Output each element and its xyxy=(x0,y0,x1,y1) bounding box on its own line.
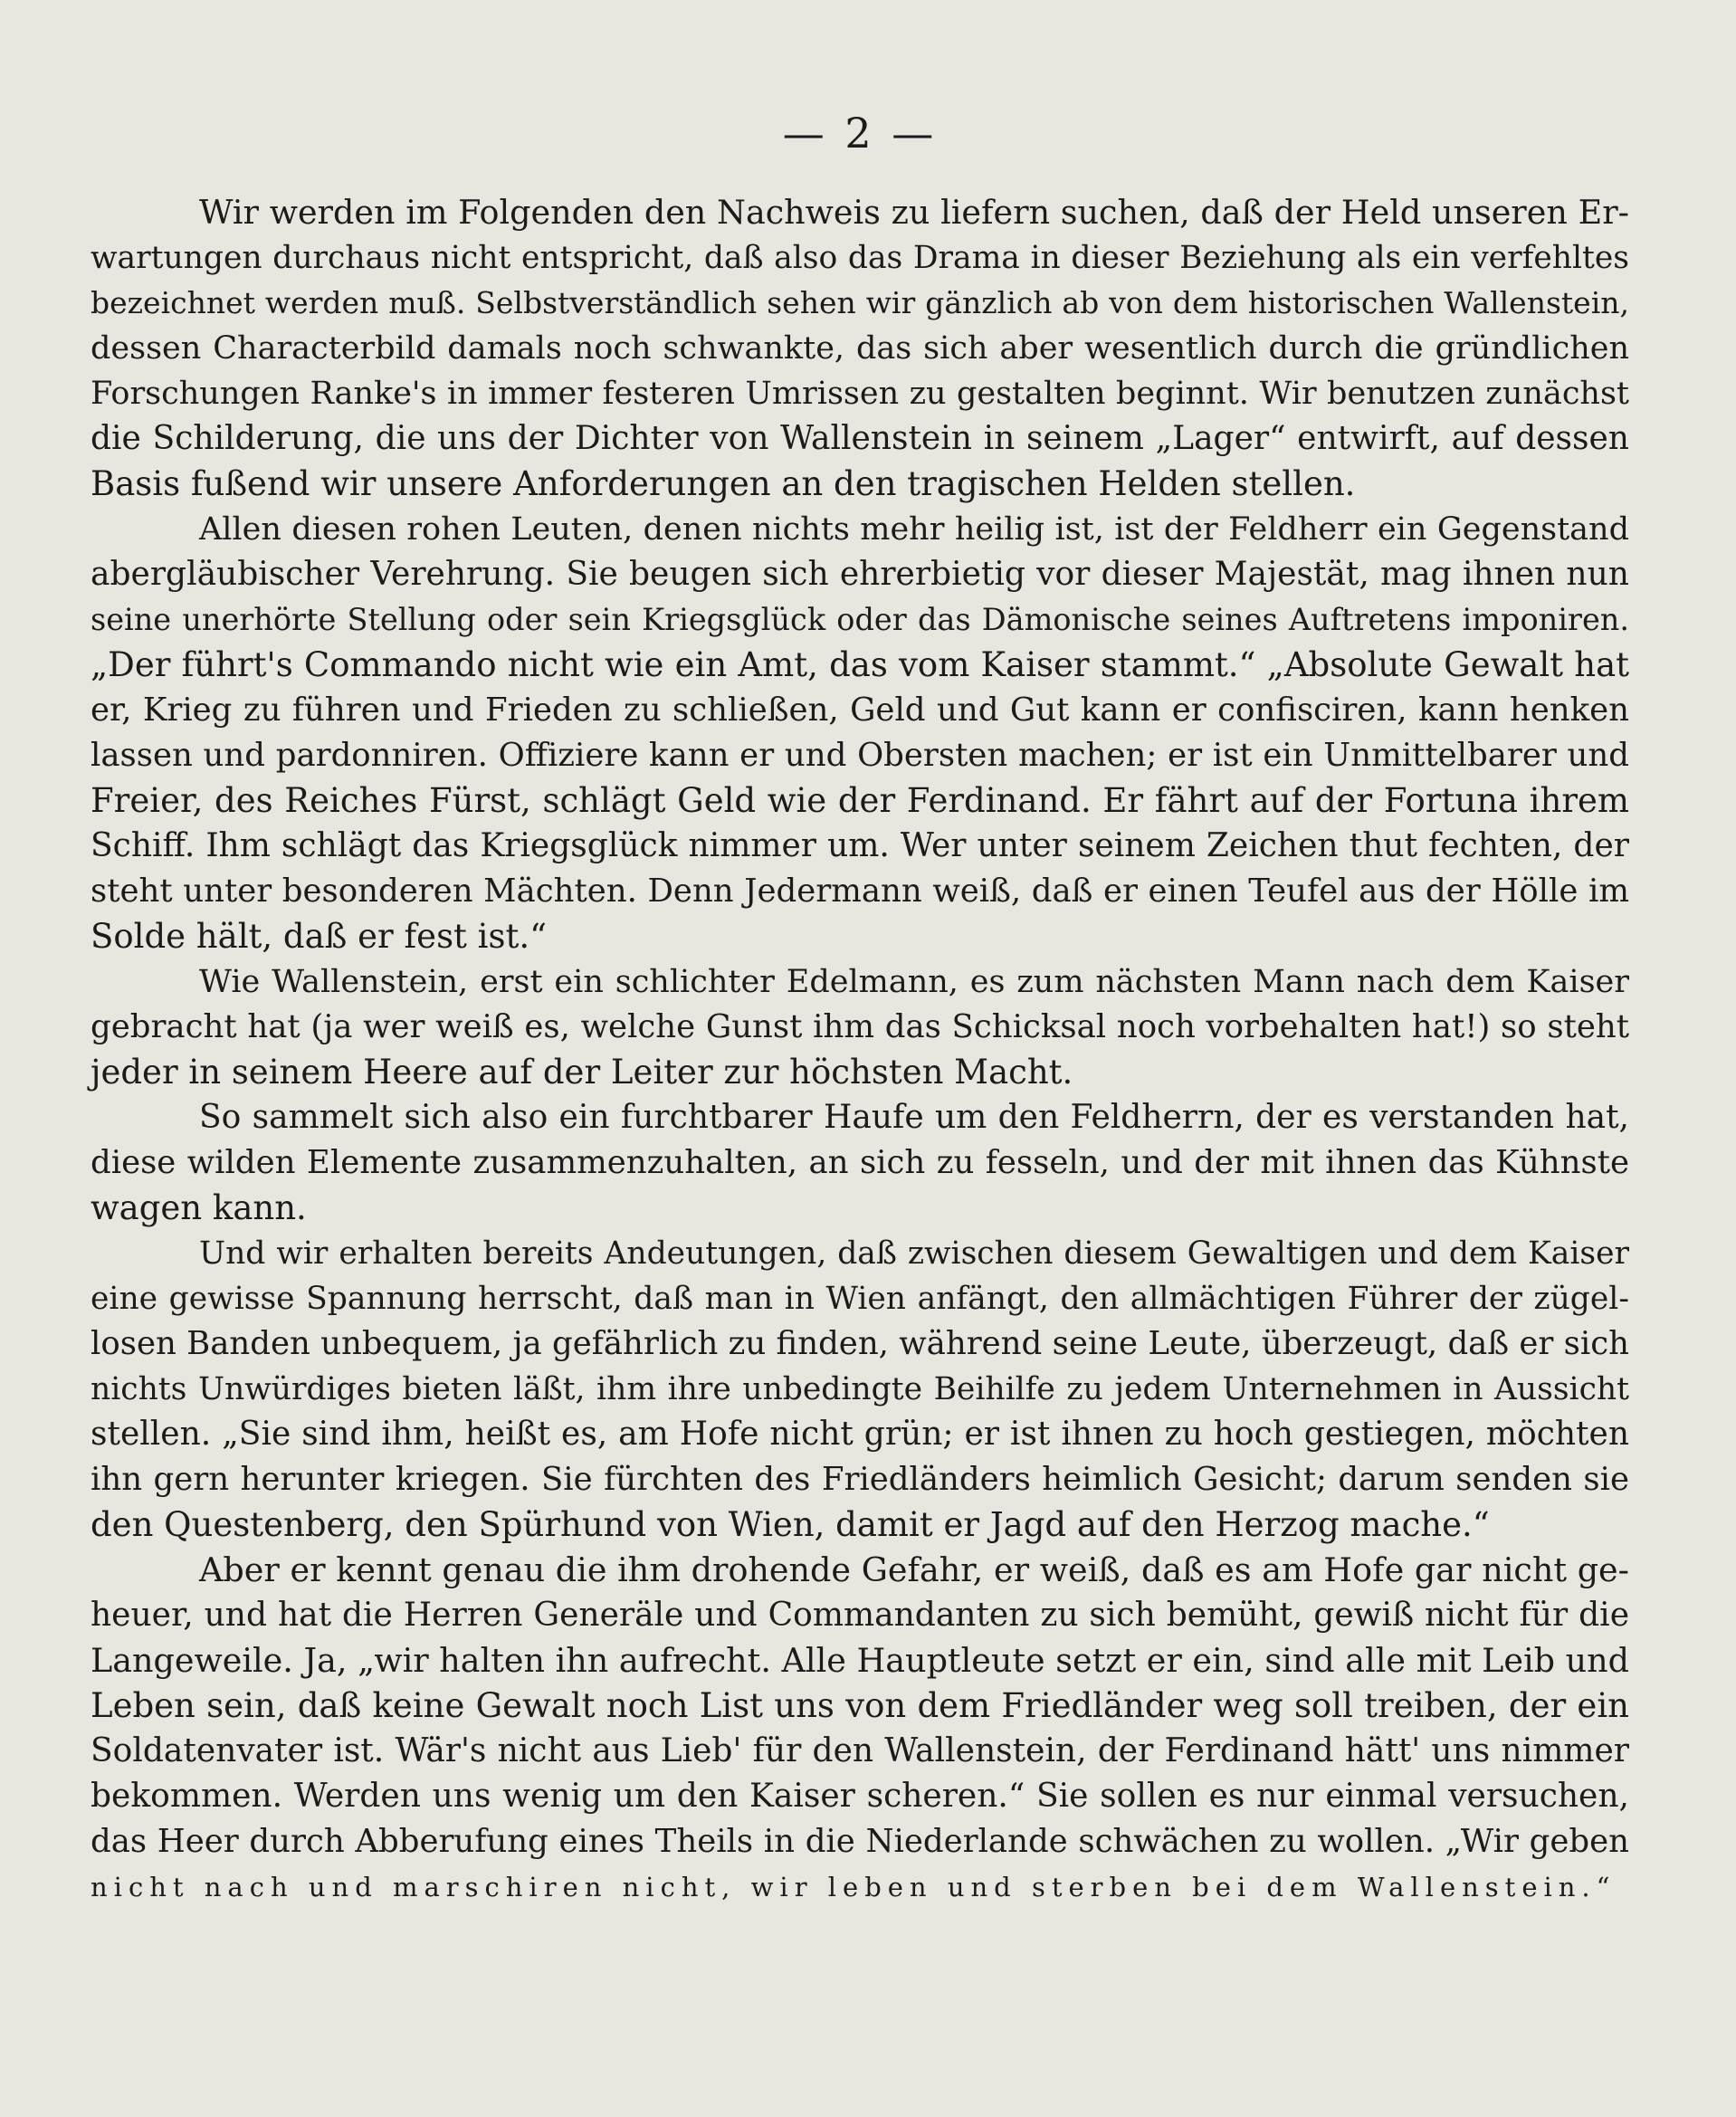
text-line: So sammelt sich also ein furchtbarer Haufe um den Feldherrn, der es verstanden hat, xyxy=(199,1099,1629,1136)
text-line: Schiff. Ihm schlägt das Kriegsglück nimmer um. Wer unter seinem Zeichen thut fechten, der xyxy=(91,827,1629,864)
paragraph-2 xyxy=(91,507,1629,959)
text-line: Allen diesen rohen Leuten, denen nichts mehr heilig ist, ist der Feldherr ein Gegenstand xyxy=(199,511,1629,548)
text-line: lassen und pardonniren. Offiziere kann er und Obersten machen; er ist ein Unmittelbarer und xyxy=(91,737,1629,774)
text-line: Freier, des Reiches Fürst, schlägt Geld wie der Ferdinand. Er fährt auf der Fortuna ihrem xyxy=(91,781,1629,820)
text-line: stellen. „Sie sind ihm, heißt es, am Hofe nicht grün; er ist ihnen zu hoch gestiegen, möchten xyxy=(91,1416,1629,1453)
paragraph-3 xyxy=(91,959,1629,1095)
text-line: die Schilderung, die uns der Dichter von Wallenstein in seinem „Lager“ entwirft, auf dessen xyxy=(91,420,1629,457)
text-line: nichts Unwürdiges bieten läßt, ihm ihre unbedingte Beihilfe zu jedem Unternehmen in Aussicht xyxy=(91,1371,1629,1407)
text-line: losen Banden unbequem, ja gefährlich zu finden, während seine Leute, überzeugt, daß er sich xyxy=(91,1325,1629,1362)
text-line: den Questenberg, den Spürhund von Wien, damit er Jagd auf den Herzog mache.“ xyxy=(91,1505,1490,1544)
text-line: heuer, und hat die Herren Generäle und Commandanten zu sich bemüht, gewiß nicht für die xyxy=(91,1597,1629,1634)
paragraph-5 xyxy=(91,1231,1629,1548)
text-line: Und wir erhalten bereits Andeutungen, daß zwischen diesem Gewaltigen und dem Kaiser xyxy=(199,1235,1629,1272)
text-line: Aber er kennt genau die ihm drohende Gefahr, er weiß, daß es am Hofe gar nicht ge- xyxy=(199,1550,1629,1589)
text-line: abergläubischer Verehrung. Sie beugen sich ehrerbietig vor dieser Majestät, mag ihnen nun xyxy=(91,556,1629,593)
text-line: jeder in seinem Heere auf der Leiter zur höchsten Macht. xyxy=(91,1053,1073,1092)
text-line: wartungen durchaus nicht entspricht, daß also das Drama in dieser Beziehung als ein verfehltes xyxy=(91,240,1629,276)
text-line: Basis fußend wir unsere Anforderungen an den tragischen Helden stellen. xyxy=(91,464,1356,503)
text-line: dessen Characterbild damals noch schwankte, das sich aber wesentlich durch die gründlichen xyxy=(91,330,1629,367)
text-line: diese wilden Elemente zusammenzuhalten, an sich zu fesseln, und der mit ihnen das Kühnste xyxy=(91,1144,1629,1181)
text-line: gebracht hat (ja wer weiß es, welche Gunst ihm das Schicksal noch vorbehalten hat!) so steht xyxy=(91,1008,1629,1045)
text-line: bezeichnet werden muß. Selbstverständlich sehen wir gänzlich ab von dem historischen Wallenstein, xyxy=(91,285,1629,320)
text-line: nicht nach und marschiren nicht, wir leben und sterben bei dem Wallenstein.“ xyxy=(91,1872,1617,1902)
text-line: Langeweile. Ja, „wir halten ihn aufrecht. Alle Hauptleute setzt er ein, sind alle mit Leib und xyxy=(91,1641,1629,1680)
paragraph-4 xyxy=(91,1095,1629,1231)
text-line: Leben sein, daß keine Gewalt noch List uns von dem Friedländer weg soll treiben, der ein xyxy=(91,1686,1629,1725)
text-line: „Der führt's Commando nicht wie ein Amt, das vom Kaiser stammt.“ „Absolute Gewalt hat xyxy=(91,645,1629,684)
text-line: Wir werden im Folgenden den Nachweis zu liefern suchen, daß der Held unseren Er- xyxy=(199,193,1629,232)
text-line: seine unerhörte Stellung oder sein Kriegsglück oder das Dämonische seines Auftretens imponiren. xyxy=(91,602,1629,637)
text-line: bekommen. Werden uns wenig um den Kaiser scheren.“ Sie sollen es nur einmal versuchen, xyxy=(91,1778,1629,1815)
text-line: wagen kann. xyxy=(91,1188,307,1227)
page-number: — 2 — xyxy=(782,109,938,157)
text-line: das Heer durch Abberufung eines Theils in die Niederlande schwächen zu wollen. „Wir geben xyxy=(91,1823,1629,1860)
paragraph-1 xyxy=(91,190,1629,507)
text-line: Forschungen Ranke's in immer festeren Umrissen zu gestalten beginnt. Wir benutzen zunächst xyxy=(91,376,1629,412)
text-line: Soldatenvater ist. Wär's nicht aus Lieb' für den Wallenstein, der Ferdinand hätt' uns nimmer xyxy=(91,1732,1629,1769)
text-line: Solde hält, daß er fest ist.“ xyxy=(91,917,548,956)
text-line: steht unter besonderen Mächten. Denn Jedermann weiß, daß er einen Teufel aus der Hölle im xyxy=(91,873,1629,910)
text-line: er, Krieg zu führen und Frieden zu schließen, Geld und Gut kann er confisciren, kann henken xyxy=(91,691,1629,729)
paragraph-6 xyxy=(91,1548,1629,1910)
text-line: ihn gern herunter kriegen. Sie fürchten des Friedländers heimlich Gesicht; darum senden sie xyxy=(91,1461,1629,1498)
text-line: eine gewisse Spannung herrscht, daß man in Wien anfängt, den allmächtigen Führer der zügel- xyxy=(91,1281,1629,1317)
body-text xyxy=(91,190,1629,1910)
text-line: Wie Wallenstein, erst ein schlichter Edelmann, es zum nächsten Mann nach dem Kaiser xyxy=(199,964,1629,1000)
